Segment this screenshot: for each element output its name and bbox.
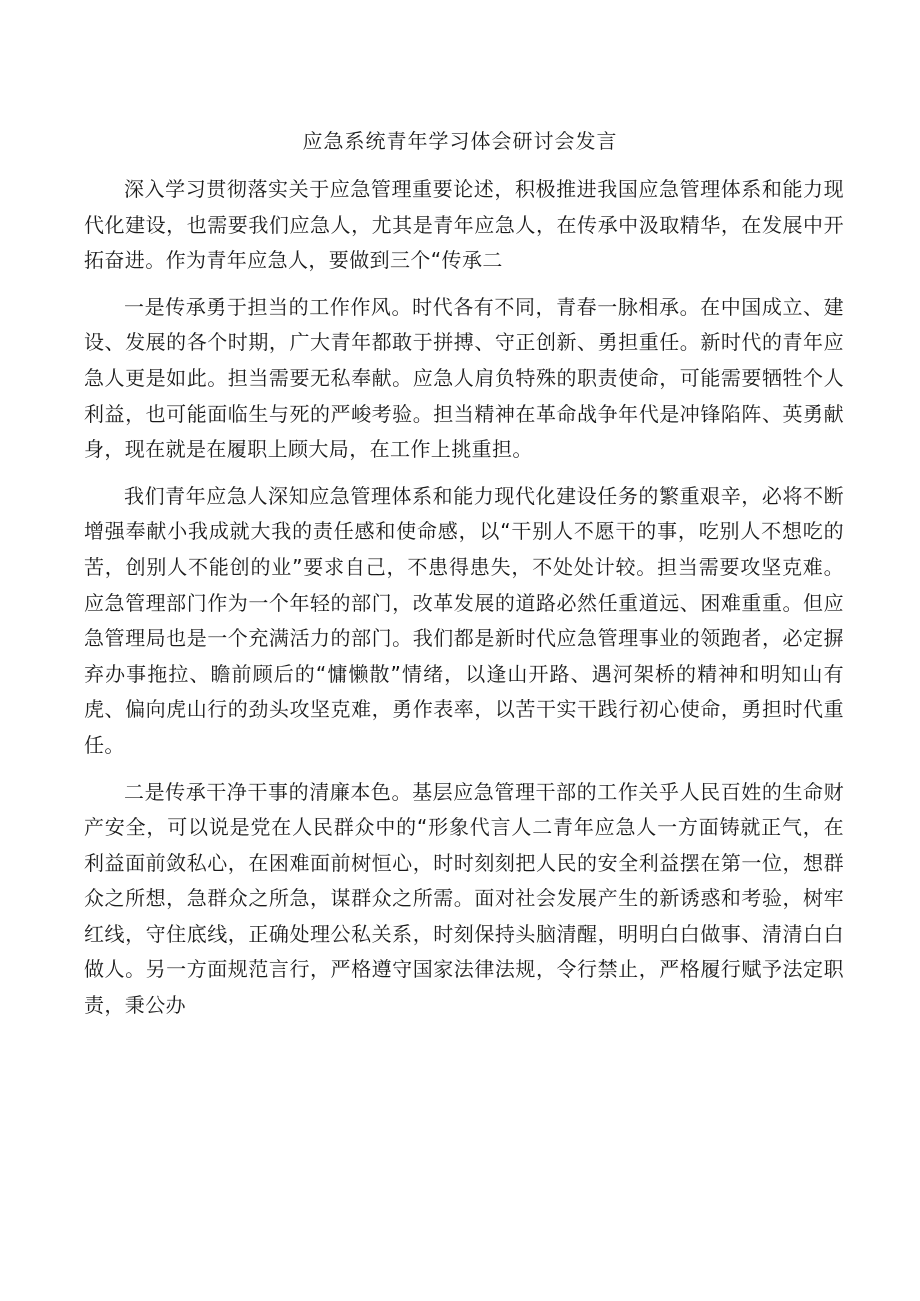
paragraph-intro: 深入学习贯彻落实关于应急管理重要论述，积极推进我国应急管理体系和能力现代化建设，也需要我们应急人，尤其是青年应急人，在传承中汲取精华，在发展中开拓奋进。作为青年应急人，要做到三个“传承二 [84,177,844,273]
paragraph-youth-responsibility: 我们青年应急人深知应急管理体系和能力现代化建设任务的繁重艰辛，必将不断增强奉献小我成就大我的责任感和使命感，以“干别人不愿干的事，吃别人不想吃的苦，创别人不能创的业”要求自己，不患得患失，不处处计较。担当需要攻坚克难。应急管理部门作为一个年轻的部门，改革发展的道路必然任重道远、困难重重。但应急管理局也是一个充满活力的部门。我们都是新时代应急管理事业的领跑者，必定摒弃办事拖拉、瞻前顾后的“慵懒散”情绪，以逢山开路、遇河架桥的精神和明知山有虎、偏向虎山行的劲头攻坚克难，勇作表率，以苦干实干践行初心使命，勇担时代重任。 [84,483,844,757]
paragraph-second-inheritance: 二是传承干净干事的清廉本色。基层应急管理干部的工作关乎人民百姓的生命财产安全，可以说是党在人民群众中的“形象代言人二青年应急人一方面铸就正气，在利益面前敛私心，在困难面前树恒心，时时刻刻把人民的安全利益摆在第一位，想群众之所想，急群众之所急，谋群众之所需。面对社会发展产生的新诱惑和考验，树牢红线，守住底线，正确处理公私关系，时刻保持头脑清醒，明明白白做事、清清白白做人。另一方面规范言行，严格遵守国家法律法规，令行禁止，严格履行赋予法定职责，秉公办 [84,779,844,1018]
document-title: 应急系统青年学习体会研讨会发言 [302,129,618,153]
document-body [84,172,844,1035]
paragraph-first-inheritance: 一是传承勇于担当的工作作风。时代各有不同，青春一脉相承。在中国成立、建设、发展的各个时期，广大青年都敢于拼搏、守正创新、勇担重任。新时代的青年应急人更是如此。担当需要无私奉献。应急人肩负特殊的职责使命，可能需要牺牲个人利益，也可能面临生与死的严峻考验。担当精神在革命战争年代是冲锋陷阵、英勇献身，现在就是在履职上顾大局，在工作上挑重担。 [84,294,844,462]
